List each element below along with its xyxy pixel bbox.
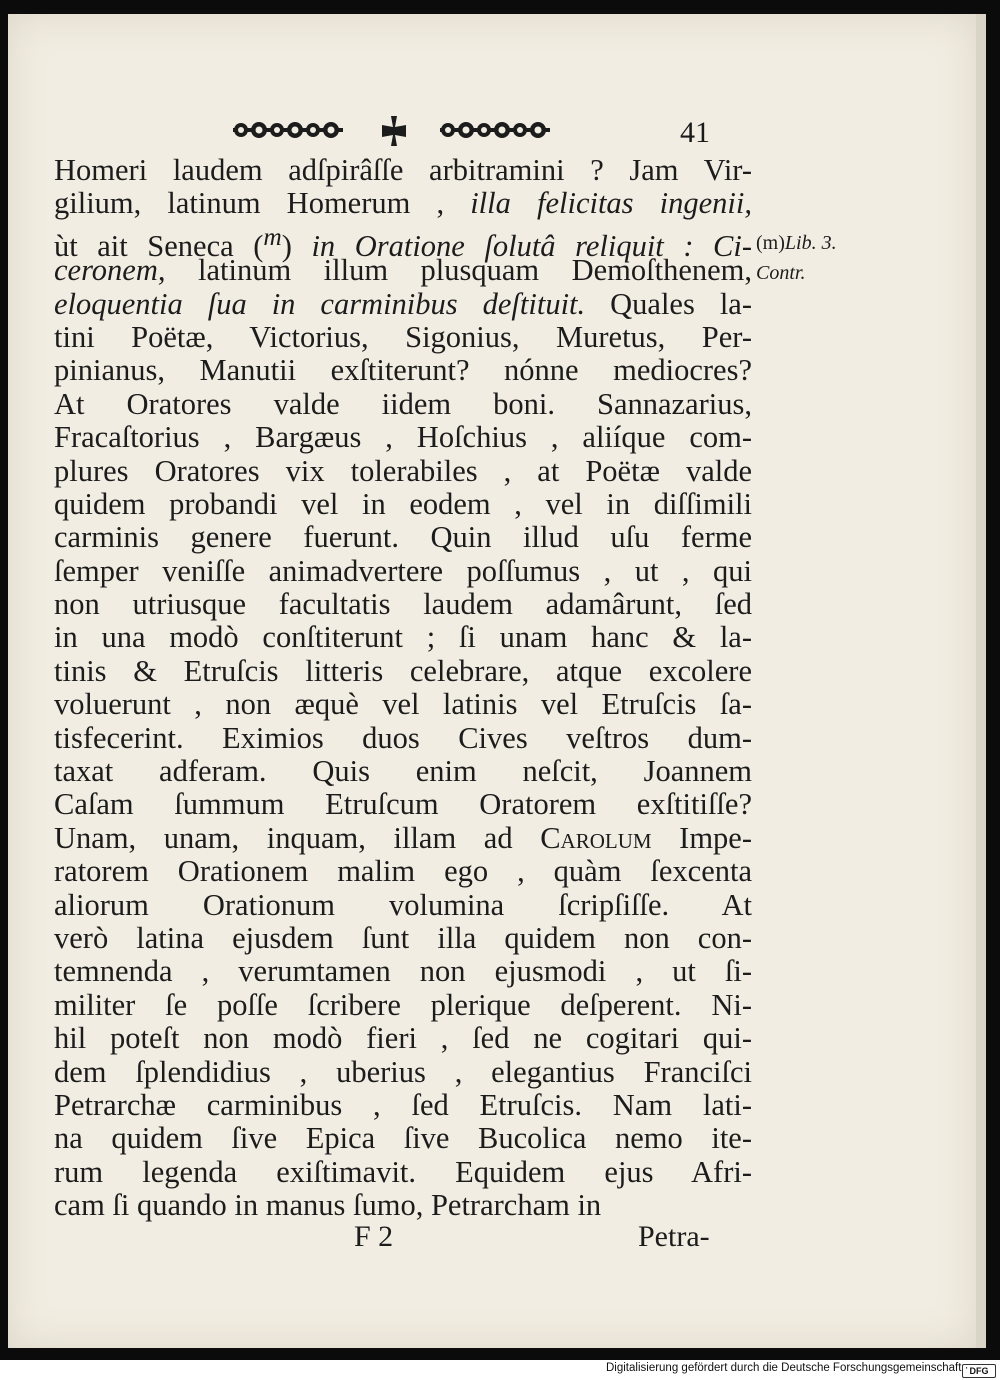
- page-header: [8, 114, 976, 154]
- text-line: ùt ait Seneca ($^m$) in Oratione ſolutâ reliquit : Ci-: [54, 222, 752, 263]
- text-line: carminis genere fuerunt. Quin illud uſu ferme: [54, 520, 752, 555]
- dfg-logo: DFG: [962, 1364, 996, 1378]
- margin-note-line-2: Contr.: [756, 262, 806, 284]
- body-text: [54, 154, 752, 1223]
- text-line: gilium, latinum Homerum , illa felicitas ingenii,: [54, 186, 752, 221]
- text-line: Homeri laudem adſpirâſſe arbitramini ? Jam Vir-: [54, 153, 752, 187]
- text-line: rum legenda exiſtimavit. Equidem ejus Afri-: [54, 1154, 752, 1189]
- text-line: tinis & Etruſcis litteris celebrare, atque excolere: [54, 653, 752, 688]
- ornament-left-icon: [233, 118, 343, 142]
- text-line: tisfecerint. Eximios duos Cives veſtros dum-: [54, 720, 752, 755]
- text-line: non utriusque facultatis laudem adamârunt, ſed: [54, 587, 752, 622]
- text-line: aliorum Orationum volumina ſcripſiſſe. At: [54, 887, 752, 922]
- signature-mark: F 2: [354, 1220, 394, 1253]
- text-line: ceronem, latinum illum plusquam Demoſthenem,: [54, 253, 752, 288]
- cross-ornament-icon: [374, 114, 414, 148]
- text-line: tini Poëtæ, Victorius, Sigonius, Muretus, Per-: [54, 319, 752, 354]
- text-line: na quidem ſive Epica ſive Bucolica nemo ite-: [54, 1121, 752, 1156]
- page-footer: [8, 1220, 976, 1260]
- page-number: 41: [680, 116, 710, 149]
- margin-note: [756, 228, 837, 288]
- digitization-credit: Digitalisierung gefördert durch die Deutsche Forschungsgemeinschaft ·: [606, 1362, 969, 1374]
- text-line: ratorem Orationem malim ego , quàm ſexcenta: [54, 854, 752, 889]
- text-line: dem ſplendidius , uberius , elegantius Franciſci: [54, 1054, 752, 1089]
- text-line: Fracaſtorius , Bargæus , Hoſchius , aliíque com-: [54, 420, 752, 455]
- text-line: Caſam ſummum Etruſcum Oratorem exſtitiſſe?: [54, 787, 752, 822]
- text-line: eloquentia ſua in carminibus deſtituit. Quales la-: [54, 286, 752, 321]
- text-line: taxat adferam. Quis enim neſcit, Joannem: [54, 754, 752, 789]
- margin-note-line-1: (m)Lib. 3.: [756, 232, 837, 254]
- text-line: voluerunt , non æquè vel latinis vel Etruſcis ſa-: [54, 687, 752, 722]
- text-line: Unam, unam, inquam, illam ad Carolum Impe-: [54, 820, 752, 855]
- text-line: verò latina ejusdem ſunt illa quidem non con-: [54, 920, 752, 955]
- text-line: cam ſi quando in manus ſumo, Petrarcham in: [54, 1188, 602, 1223]
- text-line: temnenda , verumtamen non ejusmodi , ut ſi-: [54, 954, 752, 989]
- ornament-right-icon: [440, 118, 550, 142]
- text-line: in una modò conſtiterunt ; ſi unam hanc & la-: [54, 620, 752, 655]
- text-line: Petrarchæ carminibus , ſed Etruſcis. Nam lati-: [54, 1087, 752, 1122]
- text-line: plures Oratores vix tolerabiles , at Poëtæ valde: [54, 453, 752, 488]
- text-line: quidem probandi vel in eodem , vel in diſſimili: [54, 486, 752, 521]
- text-line: At Oratores valde iidem boni. Sannazarius,: [54, 386, 752, 421]
- text-line: pinianus, Manutii exſtiterunt? nónne mediocres?: [54, 353, 752, 388]
- text-line: hil poteſt non modò fieri , ſed ne cogitari qui-: [54, 1021, 752, 1056]
- text-line: ſemper veniſſe animadvertere poſſumus , ut , qui: [54, 553, 752, 588]
- catchword: Petra-: [638, 1220, 710, 1253]
- text-line: militer ſe poſſe ſcribere plerique deſperent. Ni-: [54, 987, 752, 1022]
- book-page: [8, 14, 986, 1348]
